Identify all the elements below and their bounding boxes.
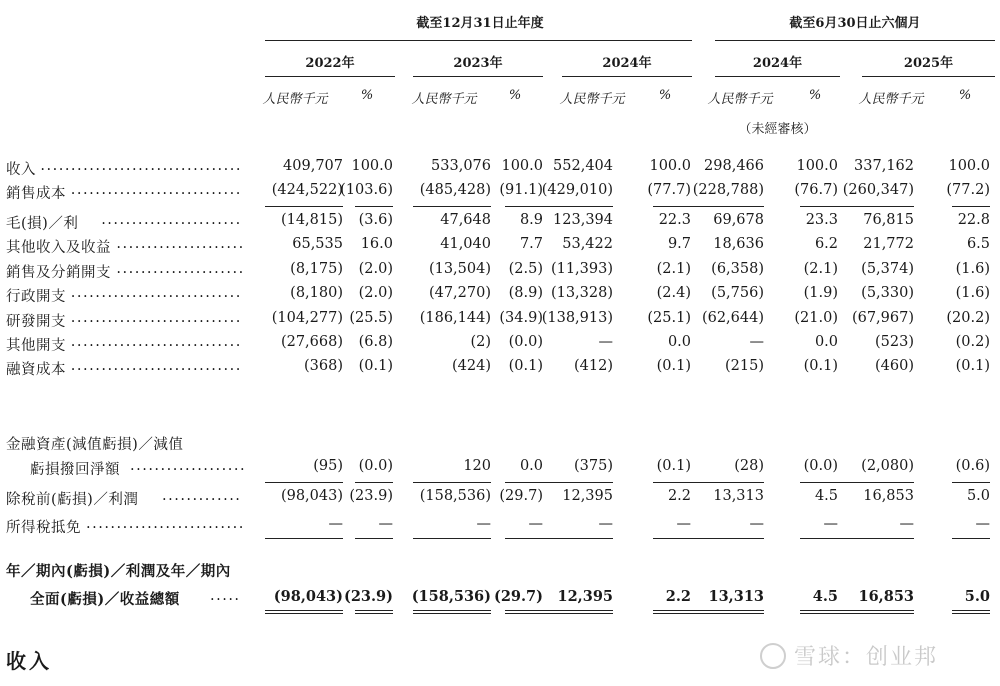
cell-value: (412) xyxy=(574,358,613,374)
cell-value: (485,428) xyxy=(419,182,491,198)
cell-value: 76,815 xyxy=(863,212,914,228)
leader-dots: ................... xyxy=(130,458,247,474)
year-rule xyxy=(715,76,840,77)
subtotal-rule xyxy=(836,206,914,207)
subtotal-rule xyxy=(836,482,914,483)
cell-value: (8,175) xyxy=(290,261,343,277)
cell-value: (62,644) xyxy=(701,310,764,326)
cell-value: (0.6) xyxy=(955,458,990,474)
row-label: 融資成本 xyxy=(6,362,66,378)
cell-value: — xyxy=(899,516,914,532)
subtotal-rule xyxy=(952,538,990,539)
subtotal-rule xyxy=(800,206,838,207)
subtotal-rule xyxy=(800,538,838,539)
unit-pct: % xyxy=(958,88,972,103)
cell-value: (138,913) xyxy=(541,310,613,326)
cell-value: 2.2 xyxy=(667,488,691,504)
row-label: 研發開支 xyxy=(6,314,66,330)
cell-value: (6,358) xyxy=(711,261,764,277)
cell-value: (5,374) xyxy=(861,261,914,277)
total-double-rule xyxy=(800,610,838,614)
cell-value: (0.1) xyxy=(656,358,691,374)
cell-value: (6.8) xyxy=(358,334,393,350)
cell-value: (98,043) xyxy=(280,488,343,504)
watermark-text: 雪球：创业邦 xyxy=(794,645,939,670)
cell-value: 533,076 xyxy=(431,158,491,174)
watermark xyxy=(760,640,938,671)
cell-value: (2.5) xyxy=(508,261,543,277)
cell-value: (158,536) xyxy=(419,488,491,504)
cell-value: (5,330) xyxy=(861,285,914,301)
cell-value: 6.2 xyxy=(814,236,838,252)
leader-dots: ................................. xyxy=(40,158,242,174)
cell-value: — xyxy=(598,516,613,532)
unit-rmb: 人民幣千元 xyxy=(858,92,924,107)
cell-value: 9.7 xyxy=(667,236,691,252)
cell-value: (2.0) xyxy=(358,261,393,277)
year-header: 2023年 xyxy=(453,56,503,71)
cell-value: (103.6) xyxy=(340,182,393,198)
subtotal-rule xyxy=(355,482,393,483)
cell-value: (0.0) xyxy=(358,458,393,474)
cell-value: (13,328) xyxy=(550,285,613,301)
subtotal-rule xyxy=(265,206,343,207)
subtotal-rule xyxy=(686,206,764,207)
subtotal-rule xyxy=(535,482,613,483)
subtotal-rule xyxy=(413,538,491,539)
cell-value: 4.5 xyxy=(812,588,838,605)
cell-value: (429,010) xyxy=(541,182,613,198)
cell-value: 2.2 xyxy=(665,588,691,605)
cell-value: (28) xyxy=(734,458,764,474)
leader-dots: .......................... xyxy=(86,516,245,532)
cell-value: — xyxy=(823,516,838,532)
cell-value: — xyxy=(598,334,613,350)
subtotal-rule xyxy=(413,206,491,207)
cell-value: 100.0 xyxy=(501,158,543,174)
unit-pct: % xyxy=(360,88,374,103)
cell-value: (1.9) xyxy=(803,285,838,301)
leader-dots: ..... xyxy=(210,588,241,604)
cell-value: 53,422 xyxy=(562,236,613,252)
cell-value: (5,756) xyxy=(711,285,764,301)
cell-value: (0.1) xyxy=(508,358,543,374)
cell-value: (2.0) xyxy=(358,285,393,301)
cell-value: (91.1) xyxy=(499,182,543,198)
year-rule xyxy=(862,76,995,77)
leader-dots: ............................ xyxy=(70,285,242,301)
cell-value: (0.1) xyxy=(656,458,691,474)
cell-value: 100.0 xyxy=(796,158,838,174)
cell-value: 69,678 xyxy=(713,212,764,228)
cell-value: 8.9 xyxy=(519,212,543,228)
group-rule-annual xyxy=(265,40,692,41)
cell-value: (260,347) xyxy=(842,182,914,198)
year-rule xyxy=(413,76,543,77)
cell-value: — xyxy=(749,334,764,350)
total-double-rule xyxy=(265,610,343,614)
cell-value: (228,788) xyxy=(692,182,764,198)
cell-value: 16,853 xyxy=(858,588,914,605)
cell-value: (98,043) xyxy=(273,588,343,605)
cell-value: (2.4) xyxy=(656,285,691,301)
unit-rmb: 人民幣千元 xyxy=(559,92,625,107)
subtotal-rule xyxy=(800,482,838,483)
total-double-rule xyxy=(686,610,764,614)
cell-value: 120 xyxy=(463,458,491,474)
cell-value: 337,162 xyxy=(854,158,914,174)
cell-value: 65,535 xyxy=(292,236,343,252)
cell-value: (0.1) xyxy=(803,358,838,374)
cell-value: (34.9) xyxy=(499,310,543,326)
cell-value: (186,144) xyxy=(419,310,491,326)
cell-value: 22.8 xyxy=(957,212,990,228)
subtotal-rule xyxy=(686,538,764,539)
row-label: 銷售成本 xyxy=(6,186,66,202)
cell-value: 13,313 xyxy=(708,588,764,605)
cell-value: (368) xyxy=(304,358,343,374)
cell-value: (20.2) xyxy=(946,310,990,326)
cell-value: (0.1) xyxy=(955,358,990,374)
cell-value: — xyxy=(749,516,764,532)
leader-dots: ............................ xyxy=(70,182,242,198)
leader-dots: ............................ xyxy=(70,358,242,374)
subtotal-rule xyxy=(836,538,914,539)
subtotal-rule xyxy=(355,538,393,539)
cell-value: (424,522) xyxy=(271,182,343,198)
row-label: 金融資產(減值虧損)／減值 xyxy=(6,437,184,453)
cell-value: (25.1) xyxy=(647,310,691,326)
row-label: 其他開支 xyxy=(6,338,66,354)
cell-value: 0.0 xyxy=(814,334,838,350)
cell-value: (23.9) xyxy=(349,488,393,504)
row-label: 除稅前(虧損)／利潤 xyxy=(6,492,139,508)
cell-value: (158,536) xyxy=(411,588,491,605)
cell-value: 100.0 xyxy=(351,158,393,174)
cell-value: (1.6) xyxy=(955,285,990,301)
unit-rmb: 人民幣千元 xyxy=(411,92,477,107)
year-rule xyxy=(562,76,692,77)
cell-value: (76.7) xyxy=(794,182,838,198)
cell-value: 47,648 xyxy=(440,212,491,228)
row-label: 銷售及分銷開支 xyxy=(6,265,111,281)
row-label: 所得稅抵免 xyxy=(6,520,81,536)
cell-value: (13,504) xyxy=(428,261,491,277)
cell-value: 13,313 xyxy=(713,488,764,504)
cell-value: (95) xyxy=(313,458,343,474)
cell-value: — xyxy=(676,516,691,532)
cell-value: (2.1) xyxy=(656,261,691,277)
cell-value: — xyxy=(528,516,543,532)
unit-pct: % xyxy=(808,88,822,103)
cell-value: — xyxy=(975,516,990,532)
cell-value: (523) xyxy=(875,334,914,350)
cell-value: (2,080) xyxy=(861,458,914,474)
cell-value: (29.7) xyxy=(499,488,543,504)
header-group-interim: 截至6月30日止六個月 xyxy=(789,16,921,31)
cell-value: (25.5) xyxy=(349,310,393,326)
leader-dots: ............. xyxy=(162,488,242,504)
cell-value: 100.0 xyxy=(948,158,990,174)
row-label: 其他收入及收益 xyxy=(6,240,111,256)
cell-value: (21.0) xyxy=(794,310,838,326)
cell-value: (77.2) xyxy=(946,182,990,198)
unit-rmb: 人民幣千元 xyxy=(707,92,773,107)
leader-dots: ..................... xyxy=(116,236,245,252)
group-rule-interim xyxy=(715,40,995,41)
subtotal-rule xyxy=(265,538,343,539)
cell-value: (14,815) xyxy=(280,212,343,228)
cell-value: 123,394 xyxy=(553,212,613,228)
cell-value: (27,668) xyxy=(280,334,343,350)
subtotal-rule xyxy=(535,206,613,207)
leader-dots: ............................ xyxy=(70,334,242,350)
cell-value: (0.0) xyxy=(803,458,838,474)
subtotal-rule xyxy=(413,482,491,483)
cell-value: (11,393) xyxy=(550,261,613,277)
subtotal-rule xyxy=(952,206,990,207)
cell-value: — xyxy=(378,516,393,532)
cell-value: — xyxy=(476,516,491,532)
cell-value: 0.0 xyxy=(667,334,691,350)
leader-dots: ............................ xyxy=(70,310,242,326)
cell-value: (23.9) xyxy=(343,588,393,605)
row-label: 行政開支 xyxy=(6,289,66,305)
cell-value: (375) xyxy=(574,458,613,474)
cell-value: 12,395 xyxy=(562,488,613,504)
header-group-annual: 截至12月31日止年度 xyxy=(416,16,544,31)
cell-value: (8,180) xyxy=(290,285,343,301)
cell-value: (3.6) xyxy=(358,212,393,228)
cell-value: 552,404 xyxy=(553,158,613,174)
year-rule xyxy=(265,76,395,77)
cell-value: (460) xyxy=(875,358,914,374)
cell-value: (0.0) xyxy=(508,334,543,350)
total-double-rule xyxy=(535,610,613,614)
year-header: 2022年 xyxy=(305,56,355,71)
cell-value: 22.3 xyxy=(658,212,691,228)
total-double-rule xyxy=(836,610,914,614)
cell-value: 41,040 xyxy=(440,236,491,252)
cell-value: 16,853 xyxy=(863,488,914,504)
cell-value: (424) xyxy=(452,358,491,374)
cell-value: 6.5 xyxy=(966,236,990,252)
year-header: 2024年 xyxy=(752,56,803,71)
section-heading: 收入 xyxy=(6,649,52,673)
cell-value: 7.7 xyxy=(519,236,543,252)
cell-value: 5.0 xyxy=(964,588,990,605)
row-label: 毛(損)／利 xyxy=(6,216,79,232)
subtotal-rule xyxy=(265,482,343,483)
cell-value: (2.1) xyxy=(803,261,838,277)
subtotal-rule xyxy=(952,482,990,483)
row-label-continued: 全面(虧損)／收益總額 xyxy=(30,591,180,608)
leader-dots: ....................... xyxy=(101,212,242,228)
row-label: 年／期內(虧損)／利潤及年／期內 xyxy=(6,563,231,580)
snowball-logo-icon xyxy=(760,643,786,669)
total-double-rule xyxy=(413,610,491,614)
cell-value: (2) xyxy=(470,334,491,350)
subtotal-rule xyxy=(686,482,764,483)
cell-value: (104,277) xyxy=(271,310,343,326)
year-header: 2024年 xyxy=(602,56,652,71)
unit-pct: % xyxy=(508,88,522,103)
leader-dots: ..................... xyxy=(116,261,245,277)
row-label: 收入 xyxy=(6,162,36,178)
cell-value: (1.6) xyxy=(955,261,990,277)
cell-value: 23.3 xyxy=(805,212,838,228)
cell-value: (0.2) xyxy=(955,334,990,350)
cell-value: — xyxy=(328,516,343,532)
cell-value: (0.1) xyxy=(358,358,393,374)
cell-value: (8.9) xyxy=(508,285,543,301)
total-double-rule xyxy=(952,610,990,614)
unaudited-note: （未經審核） xyxy=(738,122,817,137)
cell-value: (47,270) xyxy=(428,285,491,301)
cell-value: 18,636 xyxy=(713,236,764,252)
subtotal-rule xyxy=(355,206,393,207)
cell-value: 21,772 xyxy=(863,236,914,252)
cell-value: 5.0 xyxy=(966,488,990,504)
cell-value: 100.0 xyxy=(649,158,691,174)
row-label-continued: 虧損撥回淨額 xyxy=(30,462,120,478)
unit-rmb: 人民幣千元 xyxy=(262,92,328,107)
cell-value: (77.7) xyxy=(647,182,691,198)
cell-value: 298,466 xyxy=(704,158,764,174)
subtotal-rule xyxy=(535,538,613,539)
cell-value: 409,707 xyxy=(283,158,343,174)
cell-value: 4.5 xyxy=(814,488,838,504)
year-header: 2025年 xyxy=(903,56,954,71)
cell-value: (29.7) xyxy=(493,588,543,605)
total-double-rule xyxy=(355,610,393,614)
unit-pct: % xyxy=(658,88,672,103)
cell-value: (215) xyxy=(725,358,764,374)
cell-value: (67,967) xyxy=(851,310,914,326)
cell-value: 16.0 xyxy=(360,236,393,252)
cell-value: 0.0 xyxy=(519,458,543,474)
cell-value: 12,395 xyxy=(557,588,613,605)
